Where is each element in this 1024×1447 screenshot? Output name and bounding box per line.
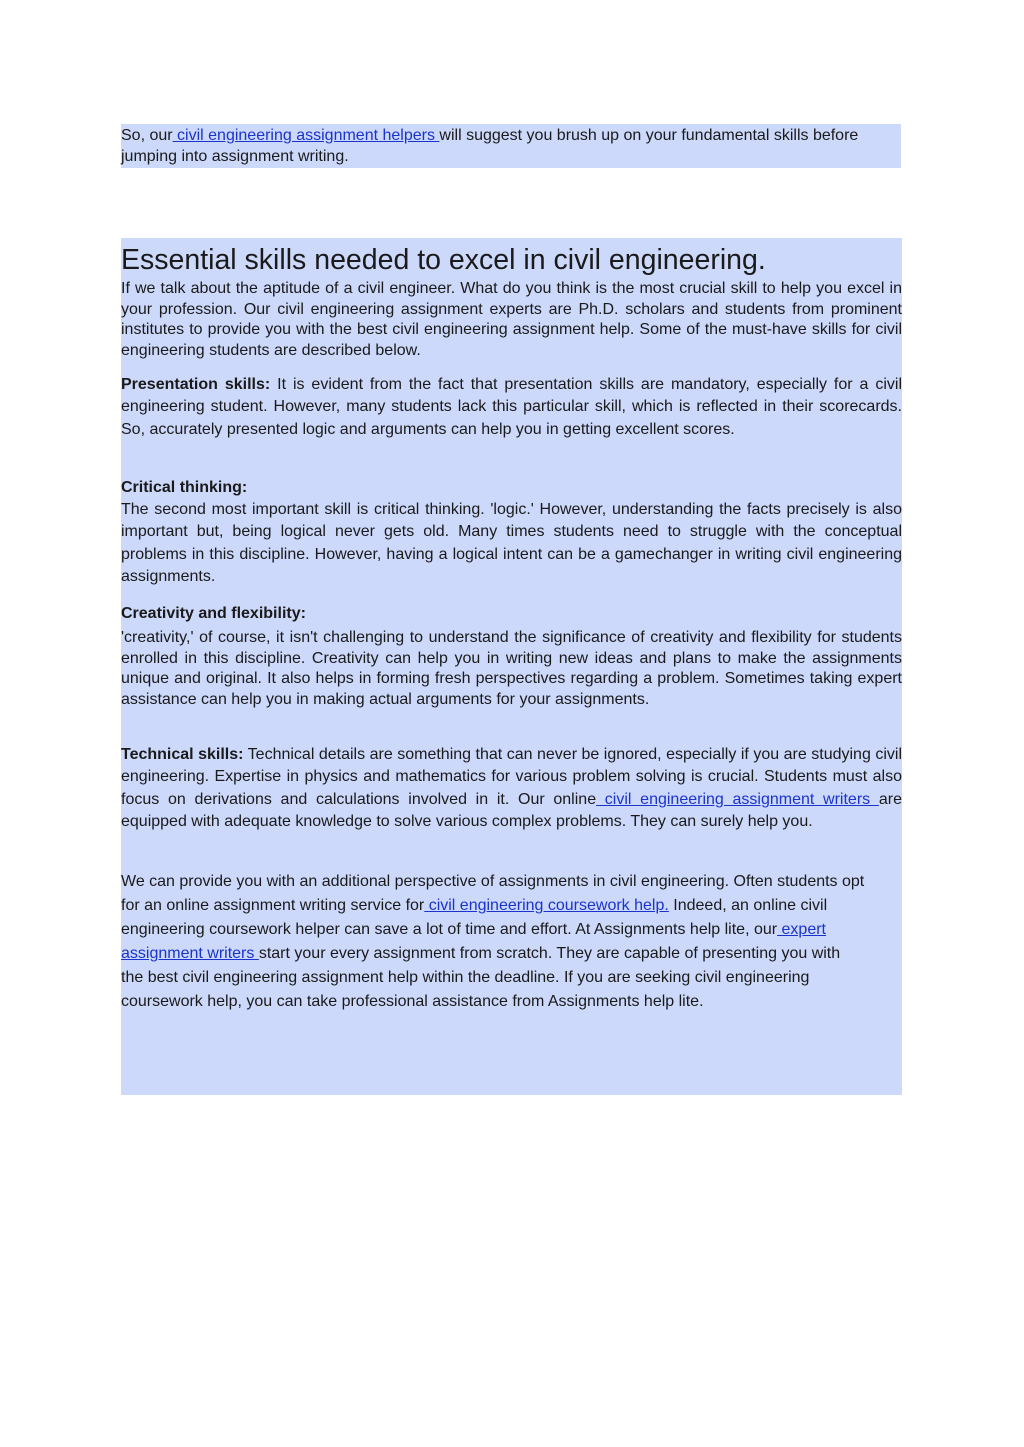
intro-prefix: So, our bbox=[121, 127, 173, 144]
section-heading: Essential skills needed to excel in civil engineering. bbox=[121, 244, 766, 276]
intro-suffix: will suggest you brush up on your fundamental skills before jumping into assignment writing. bbox=[121, 127, 859, 165]
presentation-skills-title: Presentation skills: bbox=[121, 376, 271, 393]
closing-part-1: We can provide you with an additional perspective of assignments in civil engineering. Often students opt for an online assignment writing service for bbox=[121, 873, 865, 914]
critical-thinking-body: The second most important skill is critical thinking. 'logic.' However, understanding the facts precisely is also important but, being logical never gets old. Many times students need to struggle with the conceptual problems in this discipline. However, having a logical intent can be a gamechanger in writing civil engineering assignments. bbox=[121, 501, 902, 585]
civil-engineering-assignment-helpers-link[interactable]: civil engineering assignment helpers bbox=[172, 127, 440, 144]
intro-block bbox=[121, 124, 901, 168]
civil-engineering-coursework-help-link[interactable]: civil engineering coursework help. bbox=[424, 897, 669, 914]
creativity-title: Creativity and flexibility: bbox=[121, 605, 306, 622]
critical-thinking-title: Critical thinking: bbox=[121, 479, 248, 496]
technical-skills-body-start: Technical details are something that can never be ignored, especially if you are studying civil engineering. Expertise in physics and mathematics for various problem solving is crucial. Students must also focus on derivations and calculations involved in it. Our online bbox=[121, 746, 902, 808]
creativity-body: 'creativity,' of course, it isn't challenging to understand the significance of creativity and flexibility for students enrolled in this discipline. Creativity can help you in writing new ideas and plans to make the assignments unique and original. It also helps in forming fresh perspectives regarding a problem. Sometimes taking expert assistance can help you in making actual arguments for your assignments. bbox=[121, 629, 902, 709]
presentation-skills-paragraph bbox=[121, 374, 902, 441]
critical-thinking-section bbox=[121, 477, 902, 588]
creativity-section bbox=[121, 603, 902, 711]
closing-part-2: Indeed, an online civil engineering coursework helper can save a lot of time and effort. At Assignments help lite, our bbox=[121, 897, 828, 938]
closing-part-3: start your every assignment from scratch. They are capable of presenting you with the best civil engineering assignment help within the deadline. If you are seeking civil engineering coursework help, you can take professional assistance from Assignments help lite. bbox=[121, 945, 841, 1010]
civil-engineering-assignment-writers-link[interactable]: civil engineering assignment writers bbox=[596, 790, 879, 808]
section-intro-paragraph: If we talk about the aptitude of a civil engineer. What do you think is the most crucial skill to help you excel in your profession. Our civil engineering assignment experts are Ph.D. scholars and students from prominent institutes to provide you with the best civil engineering assignment help. Some of the must-have skills for civil engineering students are described below. bbox=[121, 280, 902, 360]
skills-section bbox=[121, 238, 902, 1095]
technical-skills-paragraph bbox=[121, 744, 902, 833]
closing-paragraph bbox=[121, 870, 902, 1014]
presentation-skills-body: It is evident from the fact that presentation skills are mandatory, especially for a civil engineering student. However, many students lack this particular skill, which is reflected in their scorecards. So, accurately presented logic and arguments can help you in getting excellent scores. bbox=[121, 376, 902, 438]
technical-skills-title: Technical skills: bbox=[121, 746, 244, 763]
expert-assignment-writers-link[interactable]: expert assignment writers bbox=[121, 921, 826, 962]
technical-skills-body-end: are equipped with adequate knowledge to solve various complex problems. They can surely help you. bbox=[121, 790, 902, 830]
